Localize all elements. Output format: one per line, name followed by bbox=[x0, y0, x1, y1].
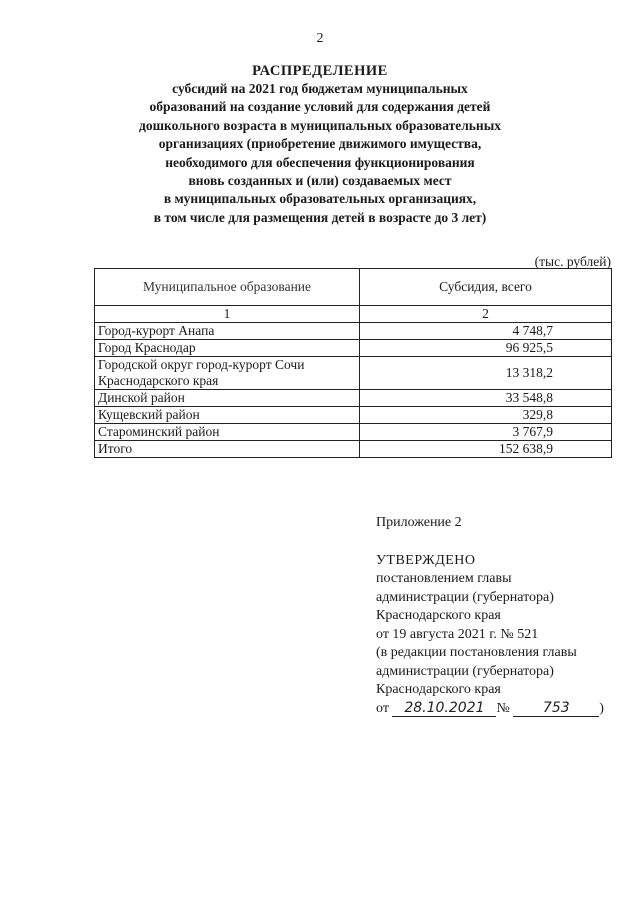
number-sign: № bbox=[496, 700, 510, 716]
page-number: 2 bbox=[316, 31, 324, 46]
approval-line: администрации (губернатора) bbox=[376, 589, 554, 605]
municipality-name: Город Краснодар bbox=[95, 340, 360, 357]
signature-line bbox=[376, 700, 626, 719]
municipality-name: Староминский район bbox=[95, 424, 360, 441]
heading-title: РАСПРЕДЕЛЕНИЕ bbox=[252, 63, 388, 79]
table-row bbox=[95, 340, 612, 357]
header-municipality: Муниципальное образование bbox=[95, 269, 360, 306]
column-number: 2 bbox=[360, 306, 612, 323]
total-label: Итого bbox=[95, 441, 360, 458]
heading-line: в том числе для размещения детей в возрасте до 3 лет) bbox=[153, 209, 487, 225]
approval-line: постановлением главы bbox=[376, 571, 512, 586]
heading-line: вновь созданных и (или) создаваемых мест bbox=[188, 173, 452, 189]
header-subsidy: Субсидия, всего bbox=[360, 269, 612, 306]
table-row bbox=[95, 407, 612, 424]
total-value: 152 638,9 bbox=[360, 441, 612, 458]
subsidy-value: 329,8 bbox=[360, 407, 612, 424]
heading-line: необходимого для обеспечения функционирования bbox=[165, 154, 475, 170]
handwritten-number: 753 bbox=[513, 700, 599, 717]
table-row bbox=[95, 323, 612, 340]
municipality-name: Город-курорт Анапа bbox=[95, 323, 360, 340]
closing-paren: ) bbox=[599, 700, 604, 716]
table-header-row bbox=[95, 269, 612, 306]
municipality-name: Кущевский район bbox=[95, 407, 360, 424]
approval-line: (в редакции постановления главы bbox=[376, 645, 577, 660]
heading-line: дошкольного возраста в муниципальных образовательных bbox=[139, 117, 501, 133]
heading-line: в муниципальных образовательных организациях, bbox=[163, 191, 477, 207]
table-row bbox=[95, 357, 612, 390]
handwritten-date: 28.10.2021 bbox=[392, 700, 496, 717]
annex-label: Приложение 2 bbox=[376, 515, 462, 530]
approval-line: от 19 августа 2021 г. № 521 bbox=[376, 626, 539, 642]
table-row bbox=[95, 424, 612, 441]
approval-line: Краснодарского края bbox=[376, 682, 501, 697]
subsidy-value: 33 548,8 bbox=[360, 390, 612, 407]
column-number-row bbox=[95, 306, 612, 323]
document-heading bbox=[80, 62, 560, 227]
subsidy-value: 3 767,9 bbox=[360, 424, 612, 441]
subsidy-value: 13 318,2 bbox=[360, 357, 612, 390]
approval-line: Краснодарского края bbox=[376, 608, 501, 623]
table-total-row bbox=[95, 441, 612, 458]
sig-from-label: от bbox=[376, 700, 389, 716]
municipality-name: Городской округ город-курорт Сочи Краснодарского края bbox=[95, 357, 360, 390]
approval-block bbox=[376, 514, 626, 718]
heading-line: субсидий на 2021 год бюджетам муниципальных bbox=[172, 81, 468, 96]
table-row bbox=[95, 390, 612, 407]
heading-line: организациях (приобретение движимого имущества, bbox=[158, 136, 482, 152]
approved-label: УТВЕРЖДЕНО bbox=[376, 552, 476, 568]
subsidy-value: 4 748,7 bbox=[360, 323, 612, 340]
subsidy-value: 96 925,5 bbox=[360, 340, 612, 357]
heading-line: образований на создание условий для содержания детей bbox=[149, 99, 491, 115]
units-label: (тыс. рублей) bbox=[534, 254, 611, 269]
column-number: 1 bbox=[95, 306, 360, 323]
municipality-name: Динской район bbox=[95, 390, 360, 407]
subsidy-table bbox=[94, 268, 612, 458]
approval-line: администрации (губернатора) bbox=[376, 663, 554, 679]
